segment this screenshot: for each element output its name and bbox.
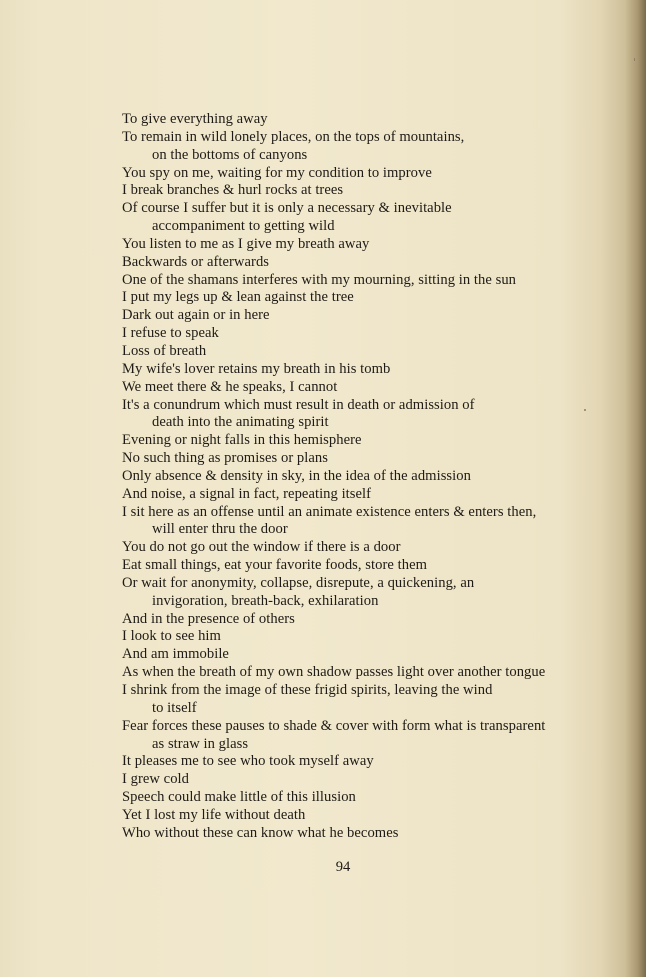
- poem-line: Dark out again or in here: [122, 307, 270, 324]
- poem-line: accompaniment to getting wild: [152, 218, 335, 235]
- poem-line: And in the presence of others: [122, 610, 295, 627]
- poem-line: Evening or night falls in this hemisphere: [122, 432, 362, 449]
- poem-line: We meet there & he speaks, I cannot: [122, 378, 338, 395]
- poem-line: It's a conundrum which must result in death or admission of: [122, 396, 475, 413]
- page-number: 94: [335, 859, 351, 875]
- poem-line: To give everything away: [122, 111, 268, 127]
- poem-line: invigoration, breath-back, exhilaration: [152, 592, 379, 609]
- poem-line: And am immobile: [122, 646, 229, 663]
- poem-line: I look to see him: [122, 628, 221, 645]
- poem-line: I sit here as an offense until an animate existence enters & enters then,: [122, 503, 537, 520]
- poem-line: No such thing as promises or plans: [122, 450, 328, 467]
- poem-line: Of course I suffer but it is only a necessary & inevitable: [122, 200, 452, 217]
- poem-line: on the bottoms of canyons: [152, 146, 308, 163]
- poem-line: Or wait for anonymity, collapse, disrepute, a quickening, an: [122, 574, 475, 591]
- poem-line: As when the breath of my own shadow passes light over another tongue: [122, 664, 546, 681]
- paper-speck: [584, 409, 586, 411]
- poem-line: death into the animating spirit: [152, 414, 329, 431]
- poem-line: You listen to me as I give my breath away: [122, 235, 370, 252]
- poem-line: I shrink from the image of these frigid spirits, leaving the wind: [122, 682, 493, 698]
- poem-line: I put my legs up & lean against the tree: [122, 289, 354, 306]
- poem-line: I break branches & hurl rocks at trees: [122, 182, 344, 199]
- poem-line: I grew cold: [122, 771, 190, 788]
- poem-line: Yet I lost my life without death: [122, 806, 306, 823]
- poem-line: You do not go out the window if there is a door: [122, 539, 401, 556]
- poem-line: You spy on me, waiting for my condition to improve: [122, 164, 432, 181]
- poem-line: It pleases me to see who took myself away: [122, 753, 374, 770]
- poem-line: as straw in glass: [152, 735, 249, 752]
- poem-line: to itself: [152, 699, 197, 716]
- poem-line: will enter thru the door: [152, 521, 288, 538]
- poem-line: My wife's lover retains my breath in his tomb: [122, 360, 391, 377]
- poem-line: And noise, a signal in fact, repeating itself: [122, 485, 372, 502]
- paper-speck: [634, 58, 635, 61]
- poem-line: Who without these can know what he becomes: [122, 824, 399, 841]
- poem-text: [122, 111, 622, 843]
- poem-line: I refuse to speak: [122, 325, 219, 342]
- poem-line: Eat small things, eat your favorite foods, store them: [122, 557, 427, 574]
- poem-line: Fear forces these pauses to shade & cover with form what is transparent: [122, 717, 546, 734]
- poem-line: Loss of breath: [122, 342, 207, 359]
- poem-line: Backwards or afterwards: [122, 253, 270, 270]
- poem-line: To remain in wild lonely places, on the tops of mountains,: [122, 128, 465, 145]
- poem-line: One of the shamans interferes with my mourning, sitting in the sun: [122, 271, 517, 288]
- poem-line: Only absence & density in sky, in the idea of the admission: [122, 467, 471, 484]
- poem-line: Speech could make little of this illusion: [122, 789, 356, 806]
